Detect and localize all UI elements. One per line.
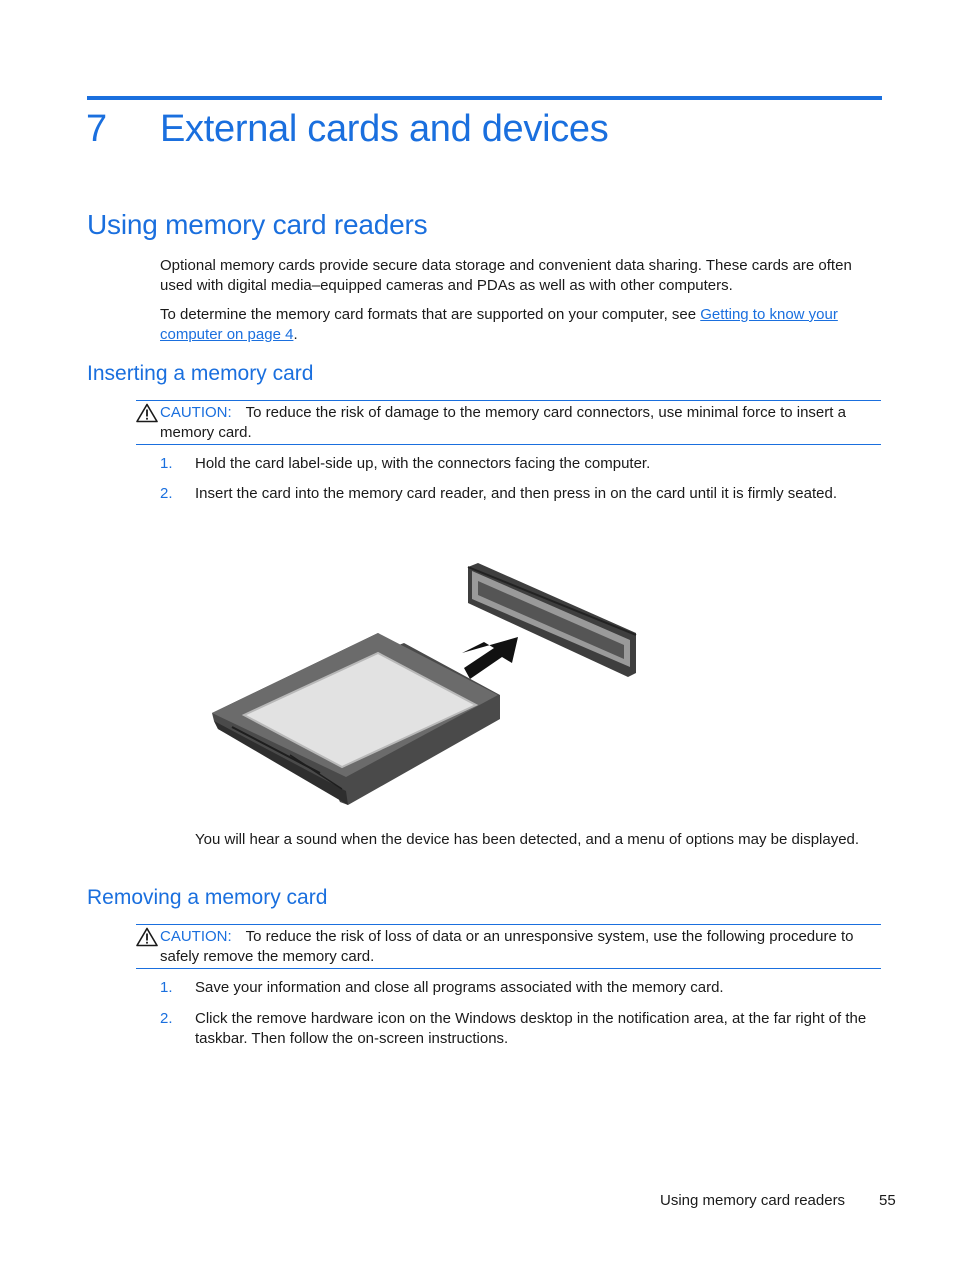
removing-heading: Removing a memory card (87, 886, 328, 909)
memory-card-icon (212, 633, 500, 805)
removing-caution (136, 924, 881, 969)
memory-card-insert-illustration (200, 555, 650, 815)
step-text: Save your information and close all programs associated with the memory card. (195, 979, 724, 996)
chapter-number: 7 (86, 108, 108, 150)
warning-triangle-icon (136, 403, 158, 423)
caution-label: CAUTION: (160, 928, 232, 945)
chapter-rule (87, 96, 882, 100)
formats-text: To determine the memory card formats that are supported on your computer, see (160, 306, 701, 323)
inserting-caution (136, 400, 881, 445)
step-number: 1. (160, 455, 173, 472)
formats-paragraph (160, 305, 870, 344)
intro-paragraph: Optional memory cards provide secure data storage and convenient data sharing. These cards are often used with digital media–equipped cameras and PDAs as well as with other computers. (160, 257, 852, 294)
chapter-title: External cards and devices (160, 108, 609, 150)
caution-label: CAUTION: (160, 404, 232, 421)
caution-text: To reduce the risk of damage to the memory card connectors, use minimal force to insert a memory card. (160, 404, 846, 441)
detection-note: You will hear a sound when the device has been detected, and a menu of options may be displayed. (195, 831, 860, 848)
step-number: 1. (160, 979, 173, 996)
page-number: 55 (879, 1192, 896, 1209)
getting-to-know-link[interactable]: Getting to know your computer on page 4 (160, 306, 838, 343)
insert-arrow-icon (462, 637, 518, 679)
inserting-heading: Inserting a memory card (87, 362, 314, 385)
step-text: Click the remove hardware icon on the Windows desktop in the notification area, at the far right of the taskbar. Then follow the on-screen instructions. (195, 1010, 867, 1047)
step-text: Insert the card into the memory card reader, and then press in on the card until it is firmly seated. (195, 485, 837, 502)
step-number: 2. (160, 1010, 173, 1027)
footer-section-title: Using memory card readers (660, 1192, 846, 1209)
caution-text: To reduce the risk of loss of data or an unresponsive system, use the following procedure to safely remove the memory card. (160, 928, 854, 965)
section-title: Using memory card readers (87, 209, 428, 240)
formats-suffix: . (293, 325, 298, 343)
step-text: Hold the card label-side up, with the connectors facing the computer. (195, 455, 651, 472)
step-number: 2. (160, 485, 173, 502)
warning-triangle-icon (136, 927, 158, 947)
